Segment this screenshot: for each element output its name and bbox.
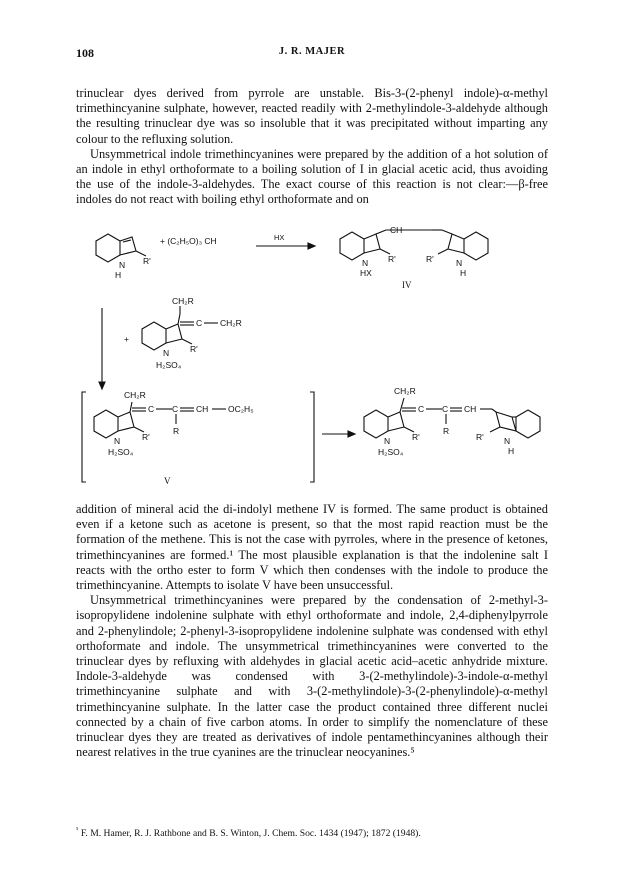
svg-text:H: H [508,446,515,456]
top-text-block [76,86,548,208]
svg-text:C: C [172,404,179,414]
svg-text:N: N [384,436,391,446]
reaction-scheme [76,222,556,494]
svg-text:H₂SO₄: H₂SO₄ [108,447,134,457]
svg-text:CH₂R: CH₂R [220,318,242,328]
svg-text:N: N [114,436,121,446]
atom-ch2r: CH₂R [172,296,194,306]
svg-text:R': R' [142,432,150,442]
svg-text:CH: CH [196,404,209,414]
svg-text:R': R' [412,432,420,442]
indolenine-salt-structure [142,296,242,370]
svg-text:N: N [362,258,369,268]
paragraph-mineral-acid: addition of mineral acid the di-indolyl methene IV is formed. The same product is obtained even if a ketone such as acetone is present, so that the most rapid reaction must be the formation of the methene. This is not the case with pyrroles, where in the presence of ketones, trimethincyanines are formed.¹ The most plausible explanation is that the indolenine salt I reacts with the ortho ester to form V which then condenses with the indole to produce the trimethincyanine. Attempts to isolate V have been unsuccessful. [76,502,548,593]
svg-text:H₂SO₄: H₂SO₄ [378,447,404,457]
svg-text:R: R [443,426,450,436]
svg-text:R': R' [476,432,484,442]
paragraph-unsymmetrical-indole: Unsymmetrical indole trimethincyanines were prepared by the addition of a hot solution of an indole in ethyl orthoformate to a boiling solution of I in glacial acetic acid, thus avoiding the use of the indole-3-aldehydes. The exact course of this reaction is not clear:—β-free indoles do not react with boiling ethyl orthoformate and on [76,146,548,207]
svg-text:N: N [163,348,170,358]
plus-sign: + [124,334,129,344]
paragraph-unsymmetrical-trimethincyanines: Unsymmetrical trimethincyanines were prepared by the condensation of 2-methyl-3-isopropylidene indolenine sulphate with ethyl orthoformate and indole, 2,4-diphenylpyrrole and 2-phenylindole; 2-phenyl-3-isopropylidene indolenine sulphate was condensed with ethyl orthoformate and indole. The unsymmetrical trimethincyanines were converted to the trinuclear dyes by refluxing with aldehydes in glacial acetic acid–acetic anhydride mixture. Indole-3-aldehyde was condensed with 3-(2-methylindole)-3-indole-α-methyl trimethincyanine sulphate and with 3-(2-methylindole)-3-(2-phenylindole)-α-methyl trimethincyanine sulphate. In the latter case the product contained three different nuclei connected by a chain of five carbon atoms. In order to simplify the nomenclature of these trinuclear dyes they are treated as derivatives of indole pentamethincyanines although their nearest relatives in the true cyanines are the trinuclear neocyanines.⁵ [76,593,548,760]
methene-iv-structure [340,225,488,290]
svg-text:R': R' [190,344,198,354]
atom-h: H [115,270,122,280]
atom-r-prime: R' [143,256,151,266]
svg-text:R': R' [388,254,396,264]
svg-text:N: N [504,436,511,446]
compound-label-v: V [164,476,171,486]
footnote-text: F. M. Hamer, R. J. Rathbone and B. S. Winton, J. Chem. Soc. 1434 (1947); 1872 (1948). [80,828,421,840]
svg-text:C: C [148,404,155,414]
indole-structure-1 [96,234,151,280]
svg-text:CH: CH [464,404,477,414]
trimethincyanine-product-structure [364,386,540,457]
compound-label-iv: IV [402,280,412,290]
reagent-orthoformate: + (C₂H₅O)₃ CH [160,236,217,246]
footnote [76,824,556,840]
page-number: 108 [76,46,94,60]
footnote-marker: ⁵ [76,826,79,834]
running-head: J. R. MAJER [278,46,346,57]
svg-text:C: C [196,318,203,328]
paragraph-continuation: trinuclear dyes derived from pyrrole are unstable. Bis-3-(2-phenyl indole)-α-methyl trimethincyanine sulphate, however, reacted readily with 2-methylindole-3-aldehyde although the resulting trinuclear dye was so insoluble that it was precipitated without imparting any colour to the refluxing solution. [76,86,548,146]
intermediate-v-bracket [82,390,314,486]
svg-text:H: H [460,268,467,278]
reaction-arrow-hx [256,233,315,249]
svg-text:C: C [442,404,449,414]
svg-text:R: R [173,426,180,436]
atom-oc2h5: OC₂H₅ [228,404,254,414]
svg-text:CH₂R: CH₂R [124,390,146,400]
atom-ch: CH [390,225,403,235]
atom-hx: HX [360,268,372,278]
svg-text:C: C [418,404,425,414]
svg-text:N: N [456,258,463,268]
reaction-arrow-down [99,308,105,389]
page-header [76,46,548,62]
svg-text:R': R' [426,254,434,264]
atom-n: N [119,260,126,270]
bottom-text-block [76,502,548,760]
arrow-label-hx: HX [274,233,285,242]
svg-text:CH₂R: CH₂R [394,386,416,396]
atom-h2so4: H₂SO₄ [156,360,182,370]
reaction-arrow-product [322,431,355,437]
